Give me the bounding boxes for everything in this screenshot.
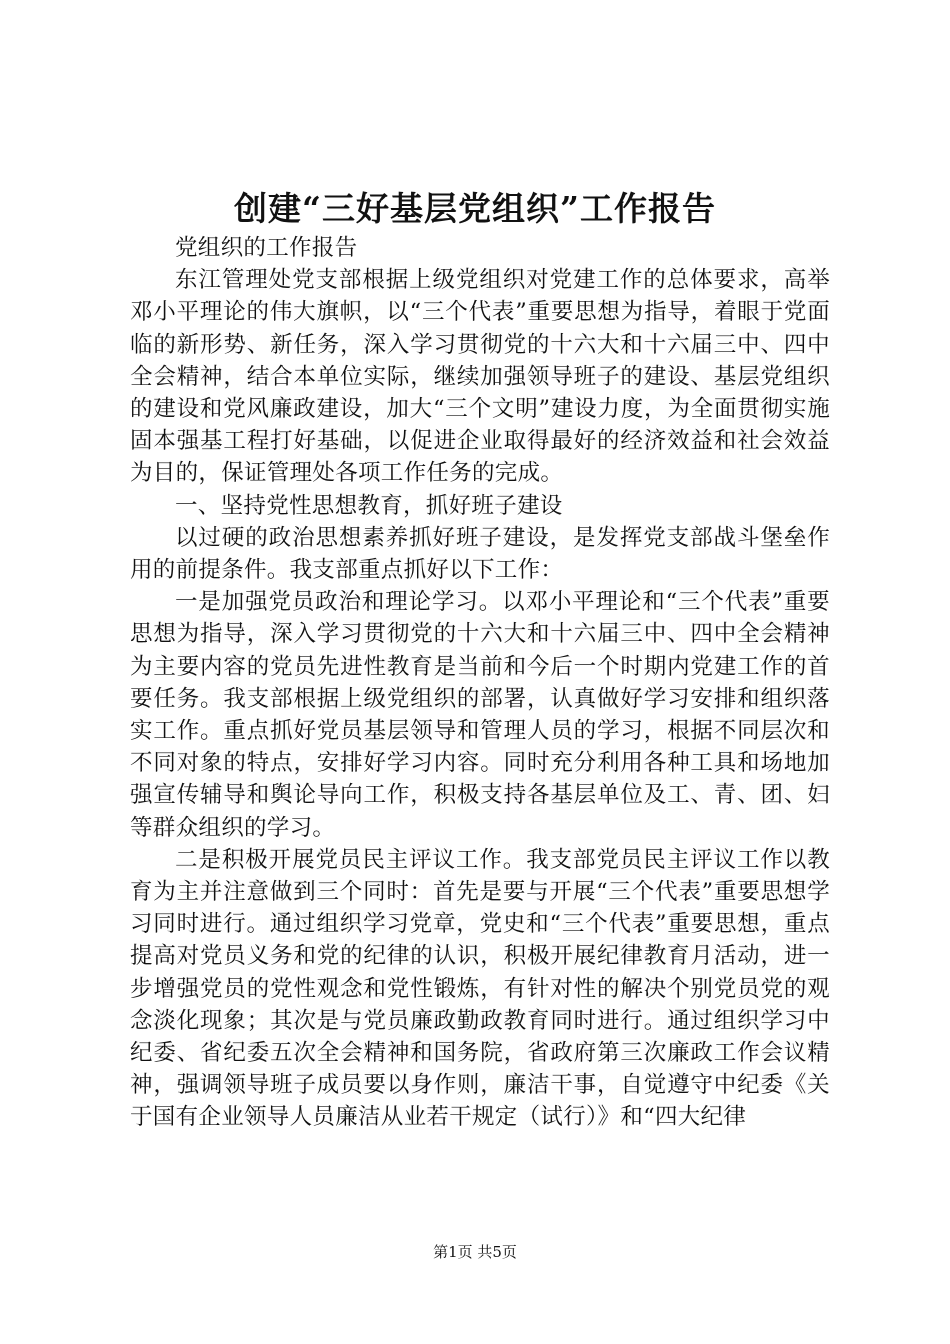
document-body xyxy=(130,232,830,1134)
page-footer: 第1页 共5页 xyxy=(433,1243,517,1261)
paragraph-intro: 东江管理处党支部根据上级党组织对党建工作的总体要求，高举邓小平理论的伟大旗帜，以“三个代表”重要思想为指导，着眼于党面临的新形势、新任务，深入学习贯彻党的十六大和十六届三中、四中全会精神，结合本单位实际，继续加强领导班子的建设、基层党组织的建设和党风廉政建设，加大“三个文明”建设力度，为全面贯彻实施固本强基工程打好基础，以促进企业取得最好的经济效益和社会效益为目的，保证管理处各项工作任务的完成。 xyxy=(130,267,830,487)
paragraph-section-1-lead: 以过硬的政治思想素养抓好班子建设，是发挥党支部战斗堡垒作用的前提条件。我支部重点抓好以下工作： xyxy=(130,524,830,584)
document-title: 创建“三好基层党组织”工作报告 xyxy=(234,189,716,228)
paragraph-point-1: 一是加强党员政治和理论学习。以邓小平理论和“三个代表”重要思想为指导，深入学习贯彻党的十六大和十六届三中、四中全会精神为主要内容的党员先进性教育是当前和今后一个时期内党建工作的首要任务。我支部根据上级党组织的部署，认真做好学习安排和组织落实工作。重点抓好党员基层领导和管理人员的学习，根据不同层次和不同对象的特点，安排好学习内容。同时充分利用各种工具和场地加强宣传辅导和舆论导向工作，积极支持各基层单位及工、青、团、妇等群众组织的学习。 xyxy=(130,589,830,841)
section-heading-1: 一、坚持党性思想教育，抓好班子建设 xyxy=(175,492,563,519)
paragraph-point-2: 二是积极开展党员民主评议工作。我支部党员民主评议工作以教育为主并注意做到三个同时：首先是要与开展“三个代表”重要思想学习同时进行。通过组织学习党章，党史和“三个代表”重要思想，重点提高对党员义务和党的纪律的认识，积极开展纪律教育月活动，进一步增强党员的党性观念和党性锻炼，有针对性的解决个别党员党的观念淡化现象；其次是与党员廉政勤政教育同时进行。通过组织学习中纪委、省纪委五次全会精神和国务院，省政府第三次廉政工作会议精神，强调领导班子成员要以身作则，廉洁干事，自觉遵守中纪委《关于国有企业领导人员廉洁从业若干规定（试行）》和“四大纪律 xyxy=(130,846,830,1131)
paragraph-subtitle: 党组织的工作报告 xyxy=(175,235,358,261)
